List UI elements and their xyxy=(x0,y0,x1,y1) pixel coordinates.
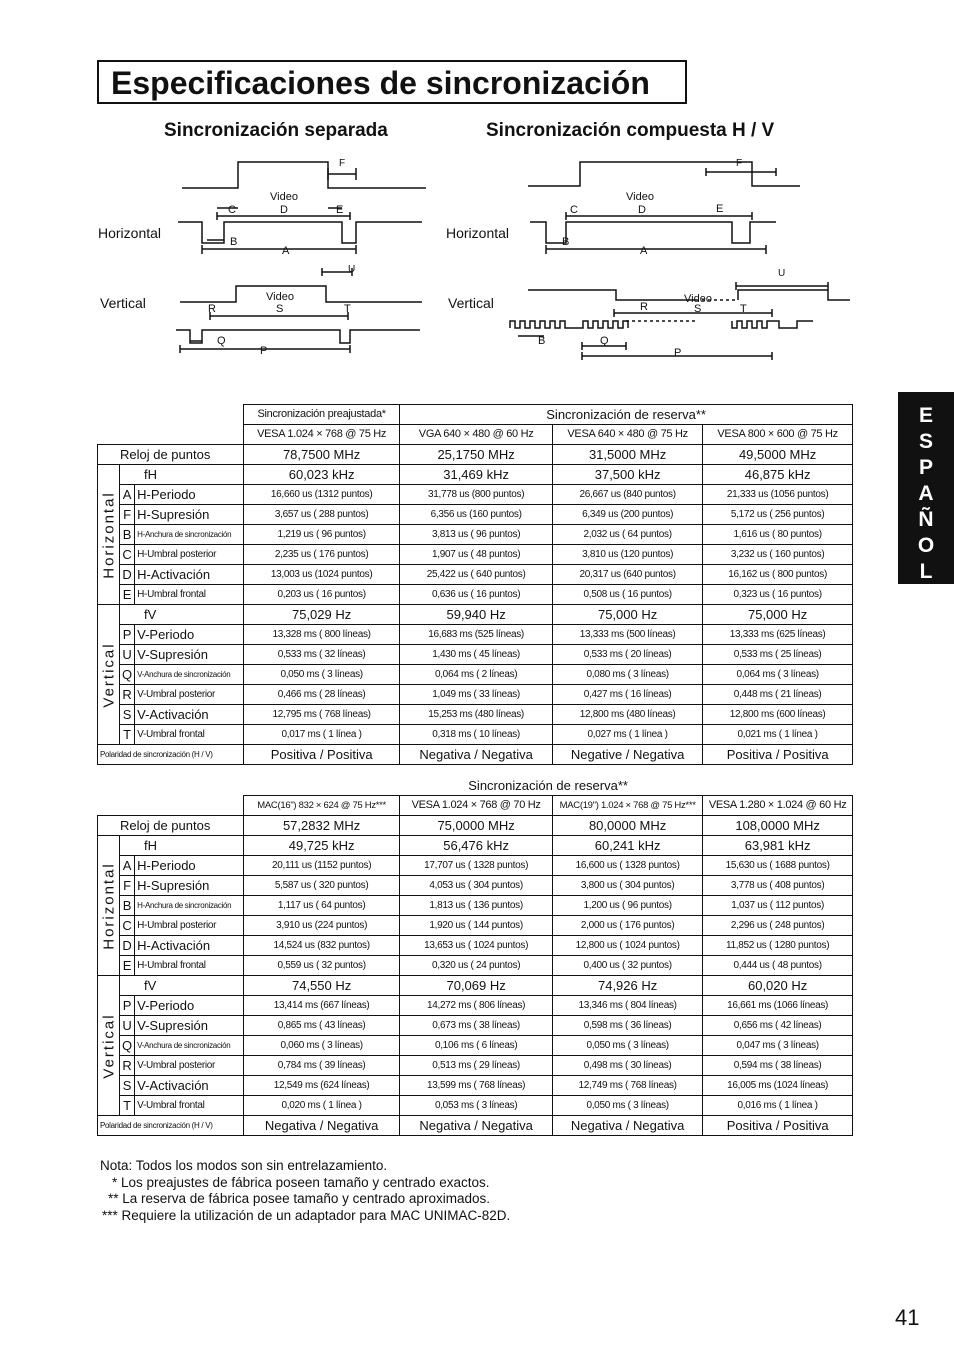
cell: 6,349 us (200 puntos) xyxy=(553,505,703,525)
page-number: 41 xyxy=(895,1305,920,1330)
row-letter: E xyxy=(120,956,135,976)
cell: 0,050 ms ( 3 líneas) xyxy=(553,1096,703,1116)
cell: 0,784 ms ( 39 líneas) xyxy=(244,1056,400,1076)
language-tab-letter: L xyxy=(919,560,933,583)
row-label: V-Supresión xyxy=(135,1016,244,1036)
cell: 14,524 us (832 puntos) xyxy=(244,936,400,956)
row-label: V-Umbral frontal xyxy=(135,1096,244,1116)
cell: 0,865 ms ( 43 líneas) xyxy=(244,1016,400,1036)
row-label: H-Umbral posterior xyxy=(135,916,244,936)
row-label: Polaridad de sincronización (H / V) xyxy=(98,745,244,765)
cell: 25,422 us ( 640 puntos) xyxy=(400,565,553,585)
row-letter: E xyxy=(120,585,135,605)
mode-header: VESA 640 × 480 @ 75 Hz xyxy=(553,425,703,445)
cell: 0,050 ms ( 3 líneas) xyxy=(244,665,400,685)
row-letter: A xyxy=(120,485,135,505)
diagram-label-r: R xyxy=(640,301,648,313)
cell: Positiva / Positiva xyxy=(703,1116,853,1136)
cell: 13,328 ms ( 800 líneas) xyxy=(244,625,400,645)
diagram-label-a: A xyxy=(640,245,648,257)
diagram-label-b-v: B xyxy=(538,335,546,347)
cell: 1,049 ms ( 33 líneas) xyxy=(400,685,553,705)
group-label: Vertical xyxy=(98,605,120,745)
row-label: H-Activación xyxy=(135,565,244,585)
language-tab-letter: Ñ xyxy=(918,508,934,531)
reserve-header: Sincronización de reserva** xyxy=(468,778,628,793)
cell: 5,172 us ( 256 puntos) xyxy=(703,505,853,525)
cell: 3,778 us ( 408 puntos) xyxy=(703,876,853,896)
cell: 13,599 ms ( 768 líneas) xyxy=(400,1076,553,1096)
cell: 75,0000 MHz xyxy=(400,816,553,836)
mode-header: VESA 1.024 × 768 @ 70 Hz xyxy=(400,796,553,816)
row-letter: A xyxy=(120,856,135,876)
row-label: H-Periodo xyxy=(135,485,244,505)
diagram-label-u: U xyxy=(348,264,356,275)
diagram-label-e: E xyxy=(336,204,344,216)
cell: 0,021 ms ( 1 línea ) xyxy=(703,725,853,745)
row-label: Polaridad de sincronización (H / V) xyxy=(98,1116,244,1136)
cell: 14,272 ms ( 806 líneas) xyxy=(400,996,553,1016)
subtitle-separate: Sincronización separada xyxy=(164,120,388,141)
cell: 57,2832 MHz xyxy=(244,816,400,836)
cell: 0,323 us ( 16 puntos) xyxy=(703,585,853,605)
cell: 15,253 ms (480 líneas) xyxy=(400,705,553,725)
diagram-label-p: P xyxy=(674,347,682,359)
diagram-label-b: B xyxy=(230,236,238,248)
row-letter: R xyxy=(120,1056,135,1076)
cell: 0,318 ms ( 10 líneas) xyxy=(400,725,553,745)
row-label: H-Anchura de sincronización xyxy=(135,896,244,916)
cell: Negative / Negativa xyxy=(553,745,703,765)
cell: 49,5000 MHz xyxy=(703,445,853,465)
cell: 0,020 ms ( 1 línea ) xyxy=(244,1096,400,1116)
cell: 15,630 us ( 1688 puntos) xyxy=(703,856,853,876)
cell: 16,005 ms (1024 líneas) xyxy=(703,1076,853,1096)
row-letter: Q xyxy=(120,665,135,685)
cell: 75,000 Hz xyxy=(553,605,703,625)
cell: 0,533 ms ( 32 líneas) xyxy=(244,645,400,665)
cell: 0,594 ms ( 38 líneas) xyxy=(703,1056,853,1076)
cell: 21,333 us (1056 puntos) xyxy=(703,485,853,505)
row-label: V-Anchura de sincronización xyxy=(135,665,244,685)
mode-header: VESA 1.280 × 1.024 @ 60 Hz xyxy=(703,796,853,816)
row-letter: S xyxy=(120,705,135,725)
cell: 6,356 us (160 puntos) xyxy=(400,505,553,525)
mode-header: MAC(16") 832 × 624 @ 75 Hz*** xyxy=(244,796,400,816)
cell: 1,616 us ( 80 puntos) xyxy=(703,525,853,545)
diagram-label-d: D xyxy=(638,204,646,216)
diagram-label-t: T xyxy=(344,303,351,315)
cell: 20,317 us (640 puntos) xyxy=(553,565,703,585)
row-letter: P xyxy=(120,996,135,1016)
cell: 0,027 ms ( 1 línea ) xyxy=(553,725,703,745)
diagram-label-s: S xyxy=(276,303,284,315)
row-letter: U xyxy=(120,1016,135,1036)
cell: 0,513 ms ( 29 líneas) xyxy=(400,1056,553,1076)
row-label: H-Umbral posterior xyxy=(135,545,244,565)
diagram-label-d: D xyxy=(280,204,288,216)
cell: 0,636 us ( 16 puntos) xyxy=(400,585,553,605)
group-label: Horizontal xyxy=(98,836,120,976)
cell: 0,050 ms ( 3 líneas) xyxy=(553,1036,703,1056)
row-letter: T xyxy=(120,1096,135,1116)
row-label: V-Activación xyxy=(135,705,244,725)
language-tab-letter: S xyxy=(918,430,933,453)
cell: 37,500 kHz xyxy=(553,465,703,485)
diagram-label-c: C xyxy=(570,204,578,216)
cell: 78,7500 MHz xyxy=(244,445,400,465)
cell: 12,800 ms (480 líneas) xyxy=(553,705,703,725)
row-letter: F xyxy=(120,876,135,896)
cell: 12,800 ms (600 líneas) xyxy=(703,705,853,725)
footnote: Nota: Todos los modos son sin entrelazamiento. xyxy=(100,1158,388,1173)
cell: 25,1750 MHz xyxy=(400,445,553,465)
cell: 3,813 us ( 96 puntos) xyxy=(400,525,553,545)
cell: 0,656 ms ( 42 líneas) xyxy=(703,1016,853,1036)
cell: 13,346 ms ( 804 líneas) xyxy=(553,996,703,1016)
cell: 12,749 ms ( 768 líneas) xyxy=(553,1076,703,1096)
page-title-box xyxy=(97,60,687,104)
reserve-header: Sincronización de reserva** xyxy=(400,405,853,425)
mode-header: VESA 800 × 600 @ 75 Hz xyxy=(703,425,853,445)
cell: 31,5000 MHz xyxy=(553,445,703,465)
cell: 1,813 us ( 136 puntos) xyxy=(400,896,553,916)
cell: Negativa / Negativa xyxy=(400,1116,553,1136)
diagram-label-f: F xyxy=(736,158,743,169)
diagram-label-horizontal: Horizontal xyxy=(446,225,510,241)
cell: 0,444 us ( 48 puntos) xyxy=(703,956,853,976)
cell: 1,037 us ( 112 puntos) xyxy=(703,896,853,916)
row-letter: C xyxy=(120,545,135,565)
cell: 1,907 us ( 48 puntos) xyxy=(400,545,553,565)
cell: 20,111 us (1152 puntos) xyxy=(244,856,400,876)
cell: 1,200 us ( 96 puntos) xyxy=(553,896,703,916)
cell: 12,549 ms (624 líneas) xyxy=(244,1076,400,1096)
cell: 80,0000 MHz xyxy=(553,816,703,836)
row-label: V-Activación xyxy=(135,1076,244,1096)
diagram-label-video-v: Video xyxy=(684,293,712,305)
cell: 108,0000 MHz xyxy=(703,816,853,836)
row-label: V-Umbral posterior xyxy=(135,685,244,705)
cell: 60,241 kHz xyxy=(553,836,703,856)
cell: 17,707 us ( 1328 puntos) xyxy=(400,856,553,876)
language-tab-letter: E xyxy=(918,404,933,427)
row-letter: D xyxy=(120,565,135,585)
cell: 13,414 ms (667 líneas) xyxy=(244,996,400,1016)
cell: 60,023 kHz xyxy=(244,465,400,485)
group-label: Vertical xyxy=(98,976,120,1116)
row-label: H-Activación xyxy=(135,936,244,956)
row-letter: D xyxy=(120,936,135,956)
diagram-label-horizontal: Horizontal xyxy=(98,225,162,241)
row-label: H-Umbral frontal xyxy=(135,585,244,605)
mode-header: VESA 1.024 × 768 @ 75 Hz xyxy=(244,425,400,445)
diagram-label-b: B xyxy=(562,236,570,248)
cell: 11,852 us ( 1280 puntos) xyxy=(703,936,853,956)
cell: 26,667 us (840 puntos) xyxy=(553,485,703,505)
row-letter: S xyxy=(120,1076,135,1096)
row-label: V-Periodo xyxy=(135,996,244,1016)
cell: 12,800 us ( 1024 puntos) xyxy=(553,936,703,956)
row-label: H-Supresión xyxy=(135,505,244,525)
row-label: fV xyxy=(120,605,244,625)
row-label: H-Anchura de sincronización xyxy=(135,525,244,545)
cell: 0,559 us ( 32 puntos) xyxy=(244,956,400,976)
diagram-label-u: U xyxy=(778,268,786,279)
cell: 12,795 ms ( 768 líneas) xyxy=(244,705,400,725)
cell: 60,020 Hz xyxy=(703,976,853,996)
cell: 0,466 ms ( 28 líneas) xyxy=(244,685,400,705)
diagram-label-q: Q xyxy=(217,335,226,347)
group-label: Horizontal xyxy=(98,465,120,605)
row-label: H-Umbral frontal xyxy=(135,956,244,976)
row-label: V-Periodo xyxy=(135,625,244,645)
cell: 16,660 us (1312 puntos) xyxy=(244,485,400,505)
diagram-label-video: Video xyxy=(626,191,654,203)
diagram-label-s: S xyxy=(694,303,702,315)
footnote: *** Requiere la utilización de un adaptador para MAC UNIMAC-82D. xyxy=(102,1207,511,1223)
cell: 0,673 ms ( 38 líneas) xyxy=(400,1016,553,1036)
row-label: fV xyxy=(120,976,244,996)
diagram-label-video: Video xyxy=(270,191,298,203)
diagram-label-q: Q xyxy=(600,335,609,347)
cell: Negativa / Negativa xyxy=(400,745,553,765)
cell: 3,232 us ( 160 puntos) xyxy=(703,545,853,565)
cell: 0,053 ms ( 3 líneas) xyxy=(400,1096,553,1116)
cell: 75,029 Hz xyxy=(244,605,400,625)
row-label: fH xyxy=(120,465,244,485)
row-letter: B xyxy=(120,525,135,545)
cell: 1,117 us ( 64 puntos) xyxy=(244,896,400,916)
diagram-label-vertical: Vertical xyxy=(448,295,494,311)
cell: 13,653 us ( 1024 puntos) xyxy=(400,936,553,956)
separate-sync-diagram xyxy=(90,150,430,370)
cell: 1,920 us ( 144 puntos) xyxy=(400,916,553,936)
diagram-label-t: T xyxy=(740,303,747,315)
cell: 13,333 ms (500 líneas) xyxy=(553,625,703,645)
page-title: Especificaciones de sincronización xyxy=(111,65,650,101)
diagram-label-video-v: Video xyxy=(266,291,294,303)
cell: 3,810 us (120 puntos) xyxy=(553,545,703,565)
cell: 0,448 ms ( 21 líneas) xyxy=(703,685,853,705)
cell: 0,064 ms ( 2 líneas) xyxy=(400,665,553,685)
language-tab xyxy=(898,392,954,584)
cell: 74,926 Hz xyxy=(553,976,703,996)
cell: 0,047 ms ( 3 líneas) xyxy=(703,1036,853,1056)
cell: 0,400 us ( 32 puntos) xyxy=(553,956,703,976)
cell: 0,017 ms ( 1 línea ) xyxy=(244,725,400,745)
cell: 46,875 kHz xyxy=(703,465,853,485)
mode-header: MAC(19") 1.024 × 768 @ 75 Hz*** xyxy=(553,796,703,816)
row-letter: B xyxy=(120,896,135,916)
diagram-label-c: C xyxy=(228,204,236,216)
cell: 4,053 us ( 304 puntos) xyxy=(400,876,553,896)
mode-header: VGA 640 × 480 @ 60 Hz xyxy=(400,425,553,445)
subtitle-composite: Sincronización compuesta H / V xyxy=(486,120,775,141)
cell: 2,032 us ( 64 puntos) xyxy=(553,525,703,545)
composite-sync-diagram xyxy=(440,150,855,375)
preset-header: Sincronización preajustada* xyxy=(244,405,400,425)
row-letter: Q xyxy=(120,1036,135,1056)
cell: 63,981 kHz xyxy=(703,836,853,856)
cell: 31,469 kHz xyxy=(400,465,553,485)
row-label: Reloj de puntos xyxy=(98,445,244,465)
language-tab-letter: A xyxy=(918,482,934,505)
cell: 5,587 us ( 320 puntos) xyxy=(244,876,400,896)
cell: 13,333 ms (625 líneas) xyxy=(703,625,853,645)
cell: 59,940 Hz xyxy=(400,605,553,625)
diagram-label-vertical: Vertical xyxy=(100,295,146,311)
cell: 0,016 ms ( 1 línea ) xyxy=(703,1096,853,1116)
cell: 0,203 us ( 16 puntos) xyxy=(244,585,400,605)
cell: 16,600 us ( 1328 puntos) xyxy=(553,856,703,876)
row-letter: U xyxy=(120,645,135,665)
footnotes xyxy=(100,1158,510,1224)
row-letter: T xyxy=(120,725,135,745)
footnote: * Los preajustes de fábrica poseen tamaño y centrado exactos. xyxy=(112,1174,490,1190)
cell: 56,476 kHz xyxy=(400,836,553,856)
cell: 0,498 ms ( 30 líneas) xyxy=(553,1056,703,1076)
cell: 16,661 ms (1066 líneas) xyxy=(703,996,853,1016)
cell: 0,533 ms ( 25 líneas) xyxy=(703,645,853,665)
cell: 0,508 us ( 16 puntos) xyxy=(553,585,703,605)
row-label: V-Umbral frontal xyxy=(135,725,244,745)
diagram-label-p: P xyxy=(260,345,268,357)
cell: 0,106 ms ( 6 líneas) xyxy=(400,1036,553,1056)
cell: 2,235 us ( 176 puntos) xyxy=(244,545,400,565)
cell: Negativa / Negativa xyxy=(244,1116,400,1136)
timing-table-2 xyxy=(97,776,853,1136)
cell: 49,725 kHz xyxy=(244,836,400,856)
cell: 0,427 ms ( 16 líneas) xyxy=(553,685,703,705)
row-letter: F xyxy=(120,505,135,525)
cell: Negativa / Negativa xyxy=(553,1116,703,1136)
diagram-label-a: A xyxy=(282,245,290,257)
row-label: H-Periodo xyxy=(135,856,244,876)
cell: 16,683 ms (525 líneas) xyxy=(400,625,553,645)
cell: 2,000 us ( 176 puntos) xyxy=(553,916,703,936)
language-tab-letter: O xyxy=(917,534,935,557)
footnote: ** La reserva de fábrica posee tamaño y centrado aproximados. xyxy=(108,1191,490,1206)
cell: 1,219 us ( 96 puntos) xyxy=(244,525,400,545)
timing-table-1 xyxy=(97,404,853,765)
diagram-label-f: F xyxy=(338,158,346,169)
cell: 3,657 us ( 288 puntos) xyxy=(244,505,400,525)
cell: 31,778 us (800 puntos) xyxy=(400,485,553,505)
cell: 74,550 Hz xyxy=(244,976,400,996)
cell: 70,069 Hz xyxy=(400,976,553,996)
diagram-label-r: R xyxy=(208,303,216,315)
cell: 75,000 Hz xyxy=(703,605,853,625)
cell: 0,533 ms ( 20 líneas) xyxy=(553,645,703,665)
row-label: fH xyxy=(120,836,244,856)
cell: 0,060 ms ( 3 líneas) xyxy=(244,1036,400,1056)
row-letter: C xyxy=(120,916,135,936)
cell: 0,320 us ( 24 puntos) xyxy=(400,956,553,976)
row-label: Reloj de puntos xyxy=(98,816,244,836)
row-label: H-Supresión xyxy=(135,876,244,896)
row-label: V-Anchura de sincronización xyxy=(135,1036,244,1056)
cell: 3,800 us ( 304 puntos) xyxy=(553,876,703,896)
cell: 3,910 us (224 puntos) xyxy=(244,916,400,936)
row-label: V-Supresión xyxy=(135,645,244,665)
cell: Positiva / Positiva xyxy=(244,745,400,765)
row-label: V-Umbral posterior xyxy=(135,1056,244,1076)
cell: Positiva / Positiva xyxy=(703,745,853,765)
cell: 13,003 us (1024 puntos) xyxy=(244,565,400,585)
language-tab-letter: P xyxy=(918,456,933,479)
diagram-label-e: E xyxy=(716,203,724,215)
cell: 2,296 us ( 248 puntos) xyxy=(703,916,853,936)
cell: 0,080 ms ( 3 líneas) xyxy=(553,665,703,685)
row-letter: R xyxy=(120,685,135,705)
row-letter: P xyxy=(120,625,135,645)
cell: 16,162 us ( 800 puntos) xyxy=(703,565,853,585)
cell: 1,430 ms ( 45 líneas) xyxy=(400,645,553,665)
cell: 0,064 ms ( 3 líneas) xyxy=(703,665,853,685)
cell: 0,598 ms ( 36 líneas) xyxy=(553,1016,703,1036)
